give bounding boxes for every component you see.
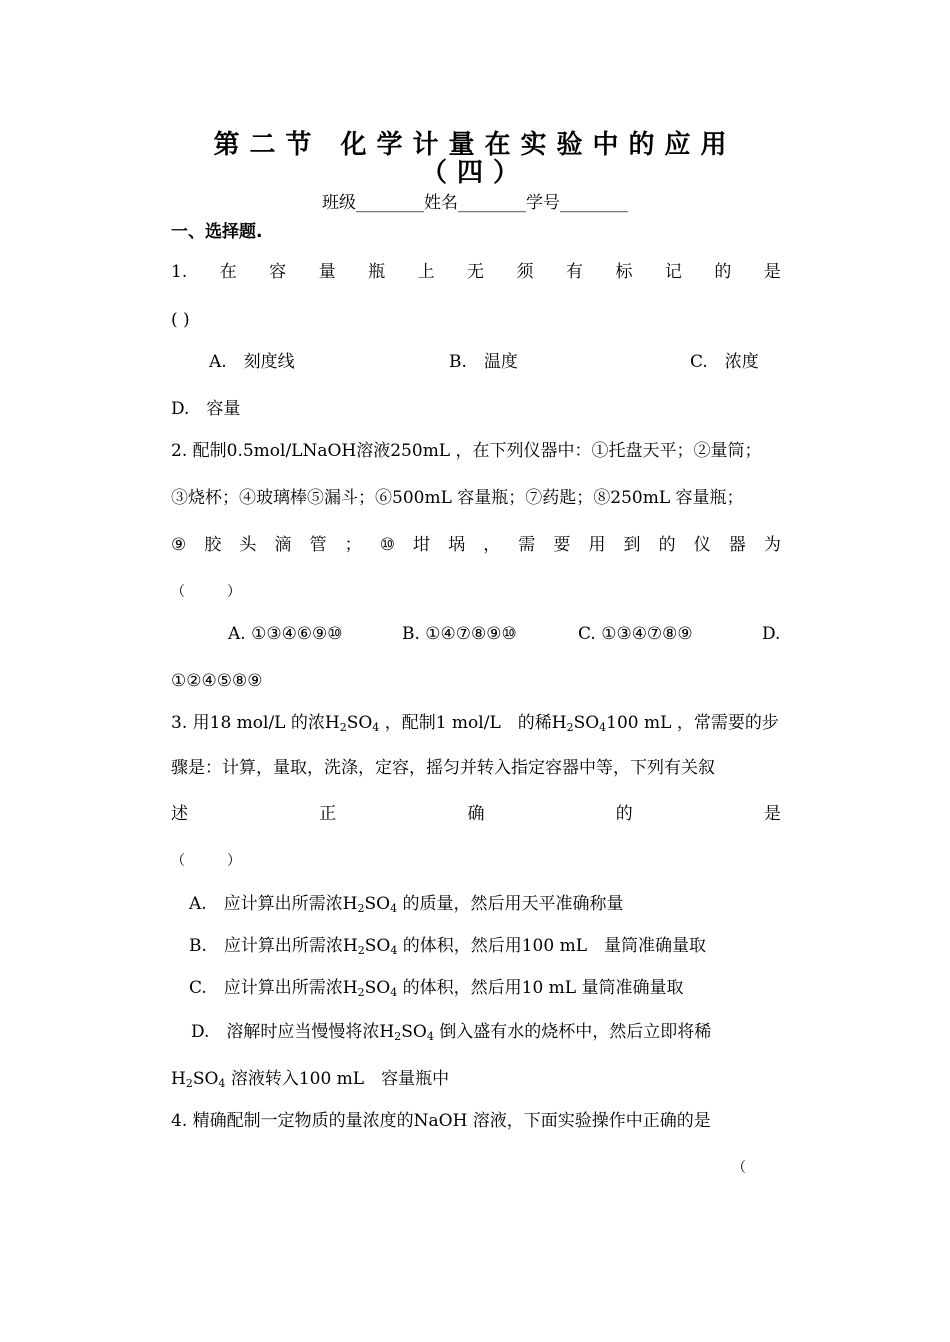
q3-line3-char: 确 xyxy=(467,804,485,824)
q2-option-c: C. ①③④⑦⑧⑨ xyxy=(578,624,693,644)
q3-line3-char: 的 xyxy=(615,804,633,824)
q2-stem-line2: ③烧杯；④玻璃棒⑤漏斗；⑥500mL 容量瓶；⑦药匙；⑧250mL 容量瓶； xyxy=(171,488,744,508)
q2-line3-char: 头 xyxy=(239,535,257,555)
q1-stem-char: 瓶 xyxy=(368,262,386,282)
q1-option-d: D. 容量 xyxy=(171,399,241,419)
q2-line3-char: 需 xyxy=(518,535,536,555)
page-title-suffix: （四） xyxy=(420,158,529,188)
q2-stem-line3 xyxy=(171,534,781,556)
q2-line3-char: ⑨ xyxy=(171,535,187,555)
q3-answer-paren: （ ） xyxy=(171,853,241,869)
q1-stem-char: 的 xyxy=(714,262,732,282)
q3-option-d: D. 溶解时应当慢慢将浓$H_2SO_4$ 倒入盛有水的烧杯中，然后立即将稀 xyxy=(191,1022,712,1043)
q1-stem-char: 1. xyxy=(171,262,188,282)
q2-line3-char: 坩 xyxy=(413,535,431,555)
q2-answer-paren: （ ） xyxy=(171,584,241,600)
q3-option-a: A. 应计算出所需浓$H_2SO_4$ 的质量，然后用天平准确称量 xyxy=(189,894,624,915)
q1-stem-char: 量 xyxy=(318,262,336,282)
q2-line3-char: 仪 xyxy=(693,535,711,555)
q3-line3-char: 述 xyxy=(171,804,188,824)
q2-option-b: B. ①④⑦⑧⑨⑩ xyxy=(402,624,517,644)
q1-stem-char: 无 xyxy=(467,262,485,282)
q3-stem-line1: 3. 用18 mol/L 的浓$H_2SO_4$ ，配制1 mol/L 的稀$H_2SO_4100$ mL ，常需要的步 xyxy=(171,713,779,734)
q1-stem-char: 在 xyxy=(219,262,237,282)
q2-option-d: D. xyxy=(762,624,781,644)
q1-option-b: B. 温度 xyxy=(449,352,518,372)
q1-stem-char: 容 xyxy=(269,262,287,282)
q1-stem-char: 是 xyxy=(763,262,781,282)
q2-line3-char: ， xyxy=(483,535,501,555)
q3-stem-line3 xyxy=(171,803,781,825)
q1-answer-paren: ( ) xyxy=(171,310,190,330)
q2-line3-char: 的 xyxy=(658,535,676,555)
q2-line3-char: 管 xyxy=(309,535,327,555)
q4-answer-paren: （ xyxy=(732,1160,746,1176)
q2-line3-char: 用 xyxy=(588,535,606,555)
q2-line3-char: 为 xyxy=(763,535,781,555)
q1-stem-char: 须 xyxy=(516,262,534,282)
q2-stem-line1: 2. 配制0.5mol/LNaOH溶液250mL ，在下列仪器中：①托盘天平；②量筒； xyxy=(171,441,762,461)
q2-line3-char: ； xyxy=(344,535,362,555)
q1-stem-char: 上 xyxy=(417,262,435,282)
q3-option-b: B. 应计算出所需浓$H_2SO_4$ 的体积，然后用100 mL 量筒准确量取 xyxy=(189,936,706,957)
q2-line3-char: ⑩ xyxy=(379,535,395,555)
q1-option-a: A. 刻度线 xyxy=(209,352,295,372)
q3-stem-line2: 骤是：计算，量取，洗涤，定容，摇匀并转入指定容器中等，下列有关叙 xyxy=(171,758,715,778)
q1-option-c: C. 浓度 xyxy=(690,352,759,372)
q2-option-a: A. ①③④⑥⑨⑩ xyxy=(228,624,343,644)
page-title: 第二节 化学计量在实验中的应用 xyxy=(213,130,737,160)
q2-line3-char: 要 xyxy=(553,535,571,555)
section-heading: 一、选择题. xyxy=(171,222,263,242)
q1-stem-char: 记 xyxy=(664,262,682,282)
q2-line3-char: 胶 xyxy=(204,535,222,555)
student-info-line: 班级________姓名________学号________ xyxy=(322,193,628,213)
q1-stem-char: 有 xyxy=(565,262,583,282)
q3-line3-char: 是 xyxy=(764,804,781,824)
q2-line3-char: 埚 xyxy=(448,535,466,555)
q2-option-d-value: ①②④⑤⑧⑨ xyxy=(171,671,263,691)
q3-line3-char: 正 xyxy=(319,804,337,824)
q4-stem-line1: 4. 精确配制一定物质的量浓度的NaOH 溶液，下面实验操作中正确的是 xyxy=(171,1111,711,1131)
q3-option-c: C. 应计算出所需浓$H_2SO_4$ 的体积，然后用10 mL 量筒准确量取 xyxy=(189,978,684,999)
q2-line3-char: 滴 xyxy=(274,535,292,555)
q2-line3-char: 到 xyxy=(623,535,641,555)
q1-stem xyxy=(171,261,781,283)
q3-option-d-cont: $H_2SO_4$ 溶液转入100 mL 容量瓶中 xyxy=(171,1069,450,1090)
q1-stem-char: 标 xyxy=(615,262,633,282)
q2-line3-char: 器 xyxy=(728,535,746,555)
